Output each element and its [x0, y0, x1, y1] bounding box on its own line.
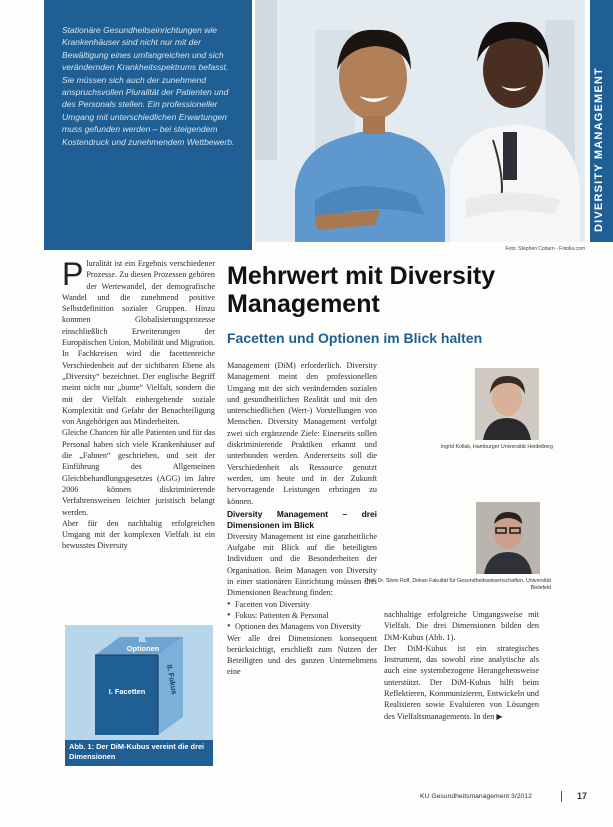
nurses-illustration: [255, 0, 585, 242]
left-paragraph-1-text: luralität ist ein Ergebnis verschiedener Prozesse. Zu diesen Prozessen gehören der Wertewandel, der demografische Wandel und die zunehmend positive Selbstdefinition sozialer Gruppen. Hinzu kommen Globalisierungsprozesse einschließlich Erweiterungen der Europäischen Union, Mobilität und Migration. In Fachkreisen wird die facettenreiche Verschiedenheit auf der sichtbaren Ebene als „Diversity“ bezeichnet. Der englische Begriff meint nicht nur „bunte“ Vielfalt, sondern die mit der Vielfalt einhergehende soziale Komplexität und Gefahr der Benachteiligung von Angehörigen aus Minderheiten.: [62, 259, 215, 427]
dim-cube-figure: [65, 625, 213, 753]
cube-front-label: I. Facetten: [108, 687, 146, 696]
intro-box: [44, 0, 252, 250]
section-heading: Diversity Management – drei Dimensionen im Blick: [227, 508, 377, 530]
photo-credit: Foto: Stephen Coburn - Fotolia.com: [505, 246, 585, 252]
section-label: DIVERSITY MANAGEMENT: [593, 67, 605, 232]
right-column: [384, 609, 539, 722]
left-paragraph-3: Aber für den nachhaltig erfolgreichen Umgang mit der komplexen Vielfalt ist ein bewusstes Diversity: [62, 518, 215, 551]
hero-photo: [255, 0, 585, 242]
journal-footer: KU Gesundheitsmanagement 3/2012: [420, 793, 532, 800]
intro-text: Stationäre Gesundheitseinrichtungen wie Krankenhäuser sind nicht nur mit der Bewältigung eines umfangreichen und sich verändernden Krankheitsspektrums befasst. Sie müssen sich auch der zunehmend anspruchsvollen Pluralität der Patienten und des Personals stellen. Ein professioneller Umgang mit unterschiedlichen Erwartungen muss gefunden werden – bei steigendem Kostendruck und zunehmendem Wettbewerb.: [62, 25, 235, 147]
left-column: [62, 258, 215, 552]
footer-divider: [561, 791, 562, 802]
left-paragraph-1: [62, 258, 215, 427]
dimension-list: [227, 599, 377, 633]
headline: Mehrwert mit Diversity Management: [227, 262, 496, 318]
middle-column: [227, 360, 377, 678]
portrait-caption-1: Ingrid Kollak, Hamburger Universität Heidelberg: [440, 444, 553, 450]
mid-paragraph-3: Wer alle drei Dimensionen konsequent berücksichtigt, erschließt zum Nutzen der Beteiligten und des ganzen Unternehmens eine: [227, 633, 377, 677]
right-paragraph-2: Der DiM-Kubus ist ein strategisches Instrument, das sowohl eine analytische als auch eine systembezogene Herangehensweise unterstützt. Der DiM-Kubus hilft beim Reflektieren, Kommunizieren, Entwickeln und Realisieren sowie Evaluieren von Lösungen des Vielfaltsmanagements. In den ▶: [384, 643, 539, 721]
mid-paragraph-2: Diversity Management ist eine ganzheitliche Aufgabe mit Blick auf die beteiligten Individuen und die Besonderheiten der Organisation. Beim Managen von Diversity in einer stationären Einrichtung müssen drei Dimensionen Beachtung finden:: [227, 531, 377, 598]
author-portrait-1: [475, 368, 539, 440]
dropcap: P: [62, 256, 84, 292]
page-number: 17: [577, 791, 588, 801]
cube-side-label: II. Fokus: [164, 663, 180, 696]
left-paragraph-2: Gleiche Chancen für alle Patienten und für das Personal haben sich viele Krankenhäuser auf die „Fahnen“ geschrieben, und seit der Einführung des Allgemeinen Gleichbehandlungsgesetzes (AGG) im Jahre 2006 können diskriminierende Verfahrensweisen leichter juristisch belangt werden.: [62, 428, 216, 517]
subheadline: Facetten und Optionen im Blick halten: [227, 330, 483, 346]
list-item: ● Optionen des Managens von Diversity: [227, 621, 377, 632]
list-item: ● Fokus: Patienten & Personal: [227, 610, 377, 621]
right-paragraph-1: nachhaltige erfolgreiche Umgangsweise mit Vielfalt. Die drei Dimensionen bilden den DiM-Kubus (Abb. 1).: [384, 610, 539, 642]
section-band: [590, 0, 613, 242]
list-item: ● Facetten von Diversity: [227, 599, 377, 610]
cube-top-label: III. Optionen: [126, 635, 160, 653]
mid-paragraph-1: Management (DiM) erforderlich. Diversity Management meint den professionellen Umgang mit der sich verändernden sozialen und gesundheitlichen Realität und mit den unterschiedlichen (Wert-) Vorstellungen von Menschen. Diversity Management verfolgt zwei sich ergänzende Ziele: Einerseits sollen diskriminierende Praktiken erkannt und unterbunden werden. Andererseits soll die Verschiedenheit als Ressource genutzt werden, um heute und in der Zukunft hervorragende Leistungen erbringen zu können.: [227, 361, 377, 506]
author-portrait-2: [476, 502, 540, 574]
figure-caption: Abb. 1: Der DiM-Kubus vereint die drei Dimensionen: [65, 740, 213, 766]
portrait-caption-2: Prof. Dr. Silvio Rolf, Dekan Fakultät für Gesundheitswissenschaften, Universität Bielefeld: [364, 578, 551, 591]
